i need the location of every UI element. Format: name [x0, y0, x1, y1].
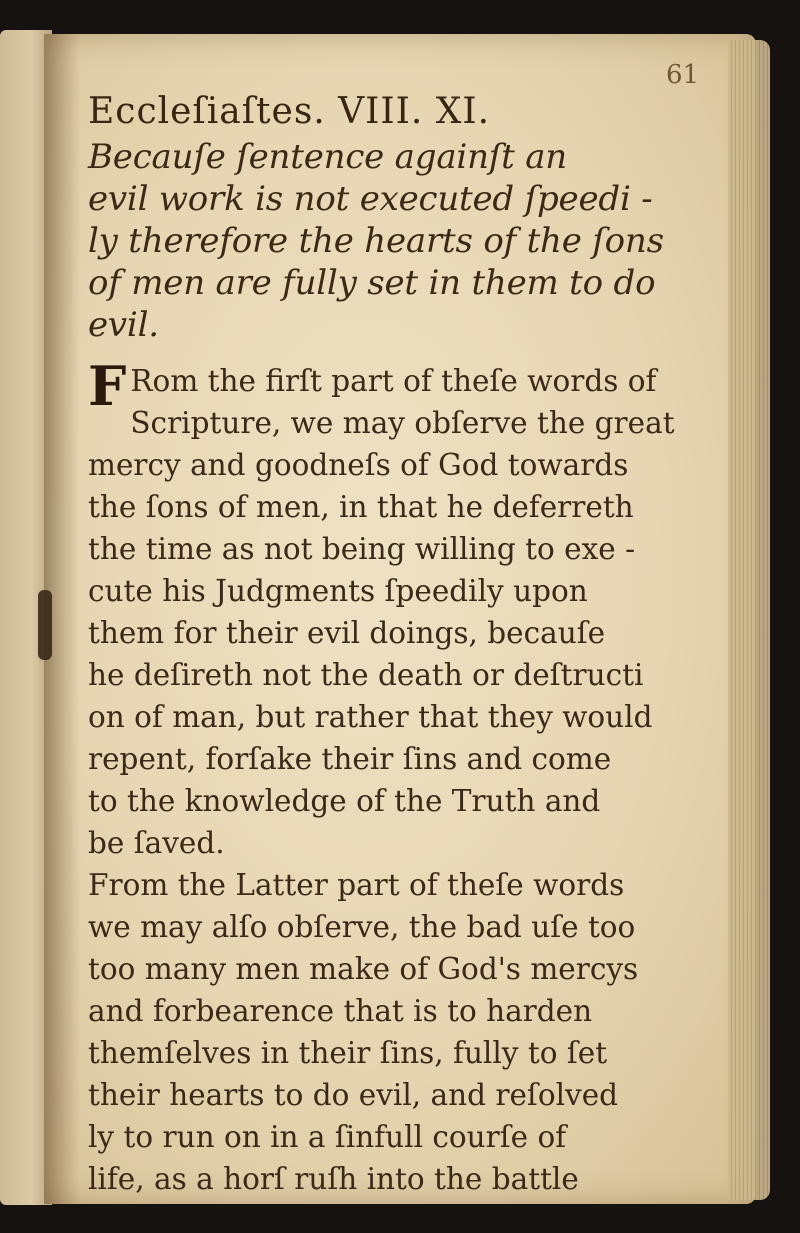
text-line: life, as a horſ ruſh into the battle [88, 1162, 579, 1196]
text-line: From the Latter part of theſe words [88, 868, 625, 902]
quotation-line: of men are fully set in them to do [88, 263, 656, 303]
folio-number: 61 [666, 60, 700, 90]
text-line: mercy and goodneſs of God towards [88, 448, 629, 482]
quotation-line: Becauſe ſentence againſt an [88, 137, 567, 177]
text-line: cute his Judgments ſpeedily upon [88, 574, 588, 608]
text-line: be ſaved. [88, 826, 225, 860]
paragraph-first [88, 354, 708, 864]
quotation-line: evil work is not executed ſpeedi - [88, 179, 653, 219]
drop-capital: F [88, 354, 127, 418]
text-line: the time as not being willing to exe - [88, 532, 636, 566]
text-line: them for their evil doings, becauſe [88, 616, 606, 650]
page-stack-edge [728, 40, 770, 1200]
text-block [88, 90, 708, 1200]
scripture-quotation [88, 136, 708, 346]
scripture-reference-heading: Eccleſiaſtes. VIII. XI. [88, 91, 491, 132]
text-line: the ſons of men, in that he deferreth [88, 490, 634, 524]
text-line: themſelves in their ſins, fully to ſet [88, 1036, 608, 1070]
quotation-line: evil. [88, 305, 159, 345]
text-line: repent, forſake their ſins and come [88, 742, 612, 776]
text-line: ly to run on in a ſinfull courſe of [88, 1120, 567, 1154]
text-line: their hearts to do evil, and reſolved [88, 1078, 619, 1112]
text-line: he deſireth not the death or deſtructi [88, 658, 644, 692]
text-line: to the knowledge of the Truth and [88, 784, 601, 818]
text-line: too many men make of God's mercys [88, 952, 639, 986]
text-line: Scripture, we may obſerve the great [130, 406, 675, 440]
binding-tab [38, 590, 52, 660]
text-line: on of man, but rather that they would [88, 700, 653, 734]
quotation-line: ly therefore the hearts of the ſons [88, 221, 664, 261]
text-line: we may alſo obſerve, the bad uſe too [88, 910, 636, 944]
paragraph-second [88, 864, 708, 1200]
text-line: Rom the firſt part of theſe words of [130, 364, 657, 398]
text-line: and forbearence that is to harden [88, 994, 593, 1028]
